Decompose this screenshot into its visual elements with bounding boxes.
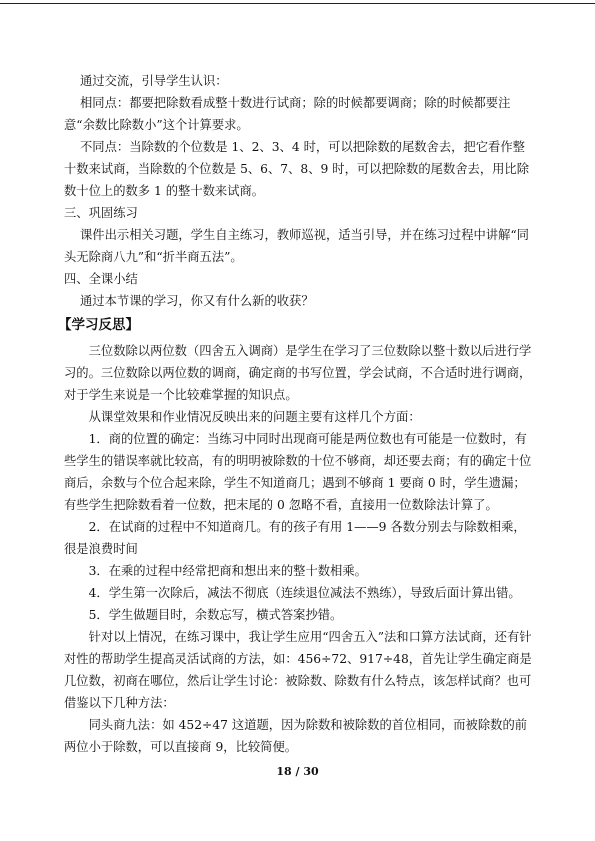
document-body	[58, 70, 534, 758]
section-heading: 四、全课小结	[64, 272, 138, 286]
header-rule	[0, 3, 595, 4]
paragraph: 通过本节课的学习，你又有什么新的收获？	[80, 294, 314, 308]
paragraph: 通过交流，引导学生认识：	[80, 74, 228, 88]
reflection-title: 【学习反思】	[58, 317, 139, 333]
paragraph: 课件出示相关习题，学生自主练习，教师巡视，适当引导，并在练习过程中讲解“同头无除商八九”和“折半商五法”。	[64, 228, 529, 264]
paragraph: 针对以上情况，在练习课中，我让学生应用“四舍五入”法和口算方法试商，还有针对性的帮助学生提高灵活试商的方法，如：456÷72、917÷48，首先让学生确定商是几位数，初商在哪位，然后让学生讨论：被除数、除数有什么特点，该怎样试商？也可借鉴以下几种方法：	[64, 630, 532, 710]
paragraph: 同头商九法：如 452÷47 这道题，因为除数和被除数的首位相同，而被除数的前两位小于除数，可以直接商 9，比较简便。	[64, 718, 528, 754]
list-item: 3．在乘的过程中经常把商和想出来的整十数相乘。	[88, 564, 367, 578]
paragraph: 三位数除以两位数（四舍五入调商）是学生在学习了三位数除以整十数以后进行学习的。三位数除以两位数的调商，确定商的书写位置，学会试商，不合适时进行调商，对于学生来说是一个比较难掌握的知识点。	[64, 344, 532, 402]
list-item: 5．学生做题目时，余数忘写，横式答案抄错。	[88, 608, 343, 622]
paragraph: 相同点：都要把除数看成整十数进行试商；除的时候都要调商；除的时候都要注意“余数比除数小”这个计算要求。	[64, 96, 511, 132]
page-number: 18 / 30	[276, 765, 319, 778]
list-item: 2．在试商的过程中不知道商几。有的孩子有用 1——9 各数分别去与除数相乘，很是浪费时间	[64, 520, 526, 556]
paragraph: 不同点：当除数的个位数是 1、2、3、4 时，可以把除数的尾数舍去，把它看作整十数来试商，当除数的个位数是 5、6、7、8、9 时，可以把除数的尾数舍去，用比除数十位上的数多 1 的整十数来试商。	[64, 140, 530, 198]
list-item: 4．学生第一次除后，减法不彻底（连续退位减法不熟练），导致后面计算出错。	[88, 586, 521, 600]
section-heading: 三、巩固练习	[64, 206, 138, 220]
list-item: 1．商的位置的确定：当练习中同时出现商可能是两位数也有可能是一位数时，有些学生的错误率就比较高，有的明明被除数的十位不够商，却还要去商；有的确定十位商后，余数与个位合起来除，学生不知道商几；遇到不够商 1 要商 0 时，学生遗漏；有些学生把除数看着一位数，把末尾的 0 忽略不看，直接用一位数除法计算了。	[64, 432, 532, 512]
paragraph: 从课堂效果和作业情况反映出来的问题主要有这样几个方面：	[88, 410, 421, 424]
